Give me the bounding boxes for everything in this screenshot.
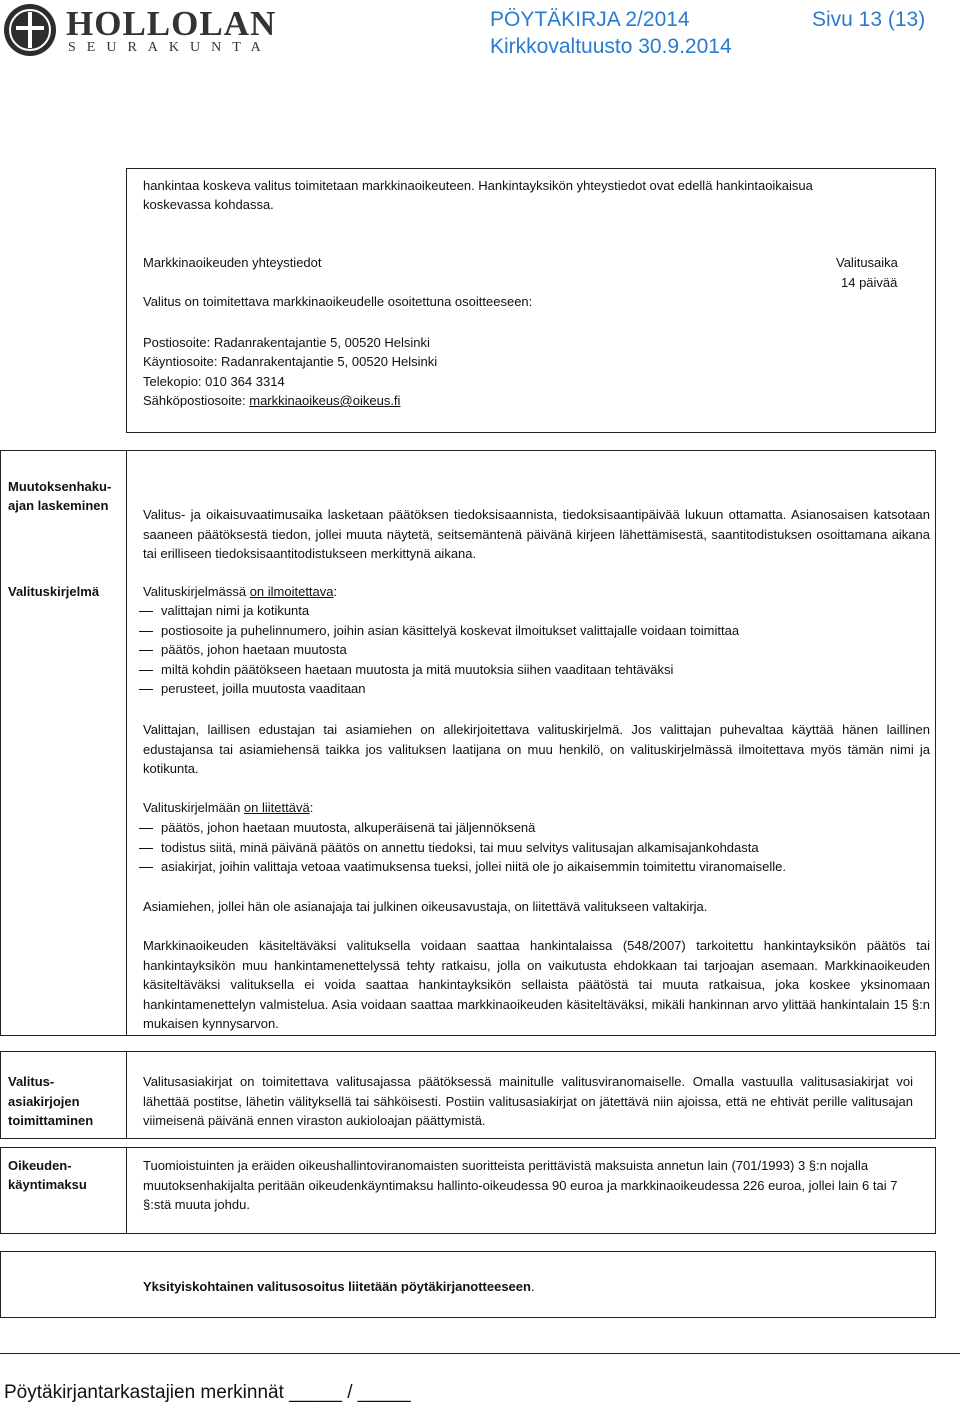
list-item: päätös, johon haetaan muutosta, alkuperäisenä tai jäljennöksenä [137, 818, 927, 838]
document-title: PÖYTÄKIRJA 2/2014 [490, 8, 690, 31]
appeal-label: Valituskirjelmä [8, 584, 100, 599]
parish-logo [2, 0, 282, 60]
appeal-period-label: Valitusaika [836, 255, 898, 270]
footer-divider [0, 1353, 960, 1354]
appeal-required-list [137, 601, 927, 699]
list-item: asiakirjat, joihin valittaja vetoaa vaatimuksensa tueksi, jollei niitä ole jo aikaisemmin toimitettu viranomaiselle. [137, 857, 927, 877]
appeal-intro [143, 582, 337, 602]
fee-label-2: käyntimaksu [8, 1177, 87, 1192]
fax-number: Telekopio: 010 364 3314 [143, 374, 285, 389]
table-divider [126, 450, 127, 1036]
table-divider [126, 1147, 127, 1234]
postal-address: Postiosoite: Radanrakentajantie 5, 00520 Helsinki [143, 335, 430, 350]
logo-subtitle: SEURAKUNTA [68, 40, 272, 55]
appeal-intro-colon: : [333, 584, 338, 599]
delivery-text: Valitusasiakirjat on toimitettava valitusajassa päätöksessä mainitulle valitusviranomaiselle. Omalla vastuulla valitusasiakirjat voi lähettää postitse, lähetin välityksellä tai sähköisesti. Postiin valitusasiakirjat on jätettävä niin ajoissa, että ne ehtivät perille valitusajan viimeisenä päivänä ennen viraston aukioloajan päättymistä. [143, 1074, 913, 1128]
appeal-intro-text: Valituskirjelmässä [143, 584, 250, 599]
meeting-subtitle: Kirkkovaltuusto 30.9.2014 [490, 35, 732, 58]
attachments-intro [143, 798, 313, 818]
delivery-label-1: Valitus- [8, 1074, 55, 1089]
table-divider [126, 1051, 127, 1139]
attachments-intro-text: Valituskirjelmään [143, 800, 244, 815]
page-number: Sivu 13 (13) [812, 8, 926, 31]
market-court-text: Markkinaoikeuden käsiteltäväksi valituksella voidaan saattaa hankintalaissa (548/2007) tarkoitettu hankintayksikön päätös tai hankintayksikön muu hankintamenettelyssä tehty ratkaisu, jolla on vaikutusta ehdokkaan tai tarjoajan asemaan. Markkinaoikeuden käsiteltäväksi valituksella ei voida saattaa hankintayksikön sellaista päätöstä tai muuta ratkaisua, joka koskee yksinomaan hankintamenettelyn valmistelua. Asia voidaan saattaa markkinaoikeuden käsiteltäväksi, mikäli hankinnan arvo ylittää hankintalain 15 §:n mukaisen kynnysarvon. [143, 938, 930, 1031]
email-row [143, 391, 400, 411]
computation-label-2: ajan laskeminen [8, 498, 109, 513]
signature-text: Valittajan, laillisen edustajan tai asiamiehen on allekirjoitettava valituskirjelmä. Jos valittajan puhevaltaa käyttää hänen laillinen edustajansa tai asiamiehensä taikka jos valituksen laatijana on muu henkilö, on valituskirjelmässä ilmoitettava myös tämän nimi ja kotikunta. [143, 722, 930, 776]
visiting-address: Käyntiosoite: Radanrakentajantie 5, 00520 Helsinki [143, 354, 438, 369]
proxy-text: Asiamiehen, jollei hän ole asianajaja tai julkinen oikeusavustaja, on liitettävä valitukseen valtakirja. [143, 899, 708, 914]
appeal-intro-underlined: on ilmoitettava [249, 584, 334, 599]
list-item: postiosoite ja puhelinnumero, joihin asian käsittelyä koskevat ilmoitukset valittajalle voidaan toimittaa [137, 621, 927, 641]
appeal-period-value: 14 päivää [841, 275, 898, 290]
detailed-instructions-note [143, 1277, 535, 1297]
contact-heading: Markkinaoikeuden yhteystiedot [143, 255, 322, 270]
detailed-instructions-text: Yksityiskohtainen valitusosoitus liitetään pöytäkirjanotteeseen [143, 1279, 531, 1294]
logo-title: HOLLOLAN [66, 4, 277, 43]
attachments-list [137, 818, 927, 877]
attachments-intro-colon: : [309, 800, 314, 815]
fee-label-1: Oikeuden- [8, 1158, 72, 1173]
fee-text: Tuomioistuinten ja eräiden oikeushallintoviranomaisten suoritteista perittävistä maksuista annetun lain (701/1993) 3 §:n nojalla muutoksenhakijalta peritään oikeudenkäyntimaksu hallinto-oikeudessa 90 euroa ja markkinaoikeudessa 226 euroa, jollei lain 6 tai 7 §:stä muuta johdu. [143, 1158, 898, 1212]
attachments-intro-underlined: on liitettävä [243, 800, 310, 815]
computation-label-1: Muutoksenhaku- [8, 479, 112, 494]
intro-line-2: koskevassa kohdassa. [143, 197, 274, 212]
delivery-label-2: asiakirjojen [8, 1094, 80, 1109]
list-item: päätös, johon haetaan muutosta [137, 640, 927, 660]
email-label: Sähköpostiosoite: [143, 393, 250, 408]
delivery-label-3: toimittaminen [8, 1113, 94, 1128]
list-item: miltä kohdin päätökseen haetaan muutosta ja mitä muutoksia siihen vaaditaan tehtäväksi [137, 660, 927, 680]
footer-text: Pöytäkirjantarkastajien merkinnät _____ / _____ [4, 1382, 411, 1403]
detailed-instructions-dot: . [530, 1279, 535, 1294]
crest-icon [2, 2, 58, 58]
email-link[interactable]: markkinaoikeus@oikeus.fi [249, 393, 401, 408]
list-item: todistus siitä, minä päivänä päätös on annettu tiedoksi, tai muu selvitys valitusajan alkamisajankohdasta [137, 838, 927, 858]
contact-intro: Valitus on toimitettava markkinaoikeudelle osoitettuna osoitteeseen: [143, 294, 533, 309]
list-item: valittajan nimi ja kotikunta [137, 601, 927, 621]
intro-line-1: hankintaa koskeva valitus toimitetaan markkinaoikeuteen. Hankintayksikön yhteystiedot ovat edellä hankintaoikaisua [143, 178, 813, 193]
computation-text: Valitus- ja oikaisuvaatimusaika lasketaan päätöksen tiedoksisaannista, tiedoksisaantipäivää lukuun ottamatta. Asianosaisen katsotaan saaneen päätöksestä tiedon, jollei muuta näytetä, seitsemäntenä päivänä kirjeen lähettämisestä, saantitodistuksen osoittamana aikana tai erilliseen tiedoksisaantitodistukseen merkittynä aikana. [143, 507, 930, 561]
list-item: perusteet, joilla muutosta vaaditaan [137, 679, 927, 699]
